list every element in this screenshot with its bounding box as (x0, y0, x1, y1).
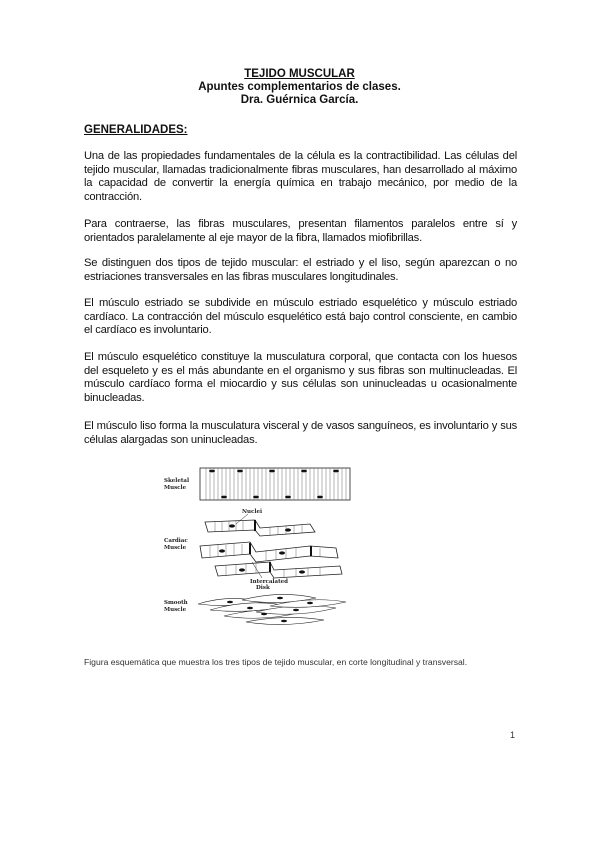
figure-caption: Figura esquemática que muestra los tres tipos de tejido muscular, en corte longitudinal y transversal. (84, 657, 468, 667)
paragraph-esqueletico: El músculo esquelético constituye la musculatura corporal, que contacta con los huesos del esqueleto y es el más abundante en el organismo y sus fibras son multinucleadas. El músculo cardíaco forma el miocardio y sus células son uninucleadas u ocasionalmente binucleadas. (84, 351, 517, 404)
muscle-types-figure (160, 462, 360, 632)
skeletal-muscle-drawing (200, 468, 350, 500)
document-author: Dra. Guérnica García. (240, 94, 359, 106)
smooth-label-1: Smooth (164, 600, 188, 606)
document-subtitle: Apuntes complementarios de clases. (198, 81, 401, 93)
paragraph-liso: El músculo liso forma la musculatura visceral y de vasos sanguíneos, es involuntario y sus células alargadas son uninucleadas. (84, 420, 517, 446)
paragraph-tipos: Se distinguen dos tipos de tejido muscular: el estriado y el liso, según aparezcan o no estriaciones transversales en las fibras musculares longitudinales. (84, 257, 517, 283)
document-header (0, 68, 599, 107)
document-title: TEJIDO MUSCULAR (244, 68, 355, 80)
nuclei-label: Nuclei (242, 509, 263, 515)
paragraph-contractibilidad: Una de las propiedades fundamentales de la célula es la contractibilidad. Las células del tejido muscular, llamadas tradicionalmente fibras musculares, han desarrollado al máximo la capacidad de convertir la energía química en trabajo mecánico, por medio de la contracción. (84, 150, 517, 203)
cardiac-label-1: Cardiac (164, 538, 188, 544)
page-number: 1 (510, 730, 516, 740)
skeletal-label-2: Muscle (164, 485, 187, 491)
cardiac-label-2: Muscle (164, 545, 187, 551)
section-title: GENERALIDADES: (84, 124, 188, 136)
intercalated-disk-label-1: Intercalated (250, 579, 288, 585)
paragraph-miofibrillas: Para contraerse, las fibras musculares, presentan filamentos paralelos entre sí y orientados paralelamente al eje mayor de la fibra, llamados miofibrillas. (84, 218, 517, 244)
smooth-muscle-drawing (198, 594, 346, 624)
paragraph-estriado: El músculo estriado se subdivide en músculo estriado esquelético y músculo estriado cardíaco. La contracción del músculo esquelético está bajo control consciente, en cambio el cardíaco es involuntario. (84, 297, 517, 337)
skeletal-label-1: Skeletal (164, 478, 190, 484)
intercalated-disk-label-2: Disk (256, 585, 270, 591)
smooth-label-2: Muscle (164, 607, 187, 613)
